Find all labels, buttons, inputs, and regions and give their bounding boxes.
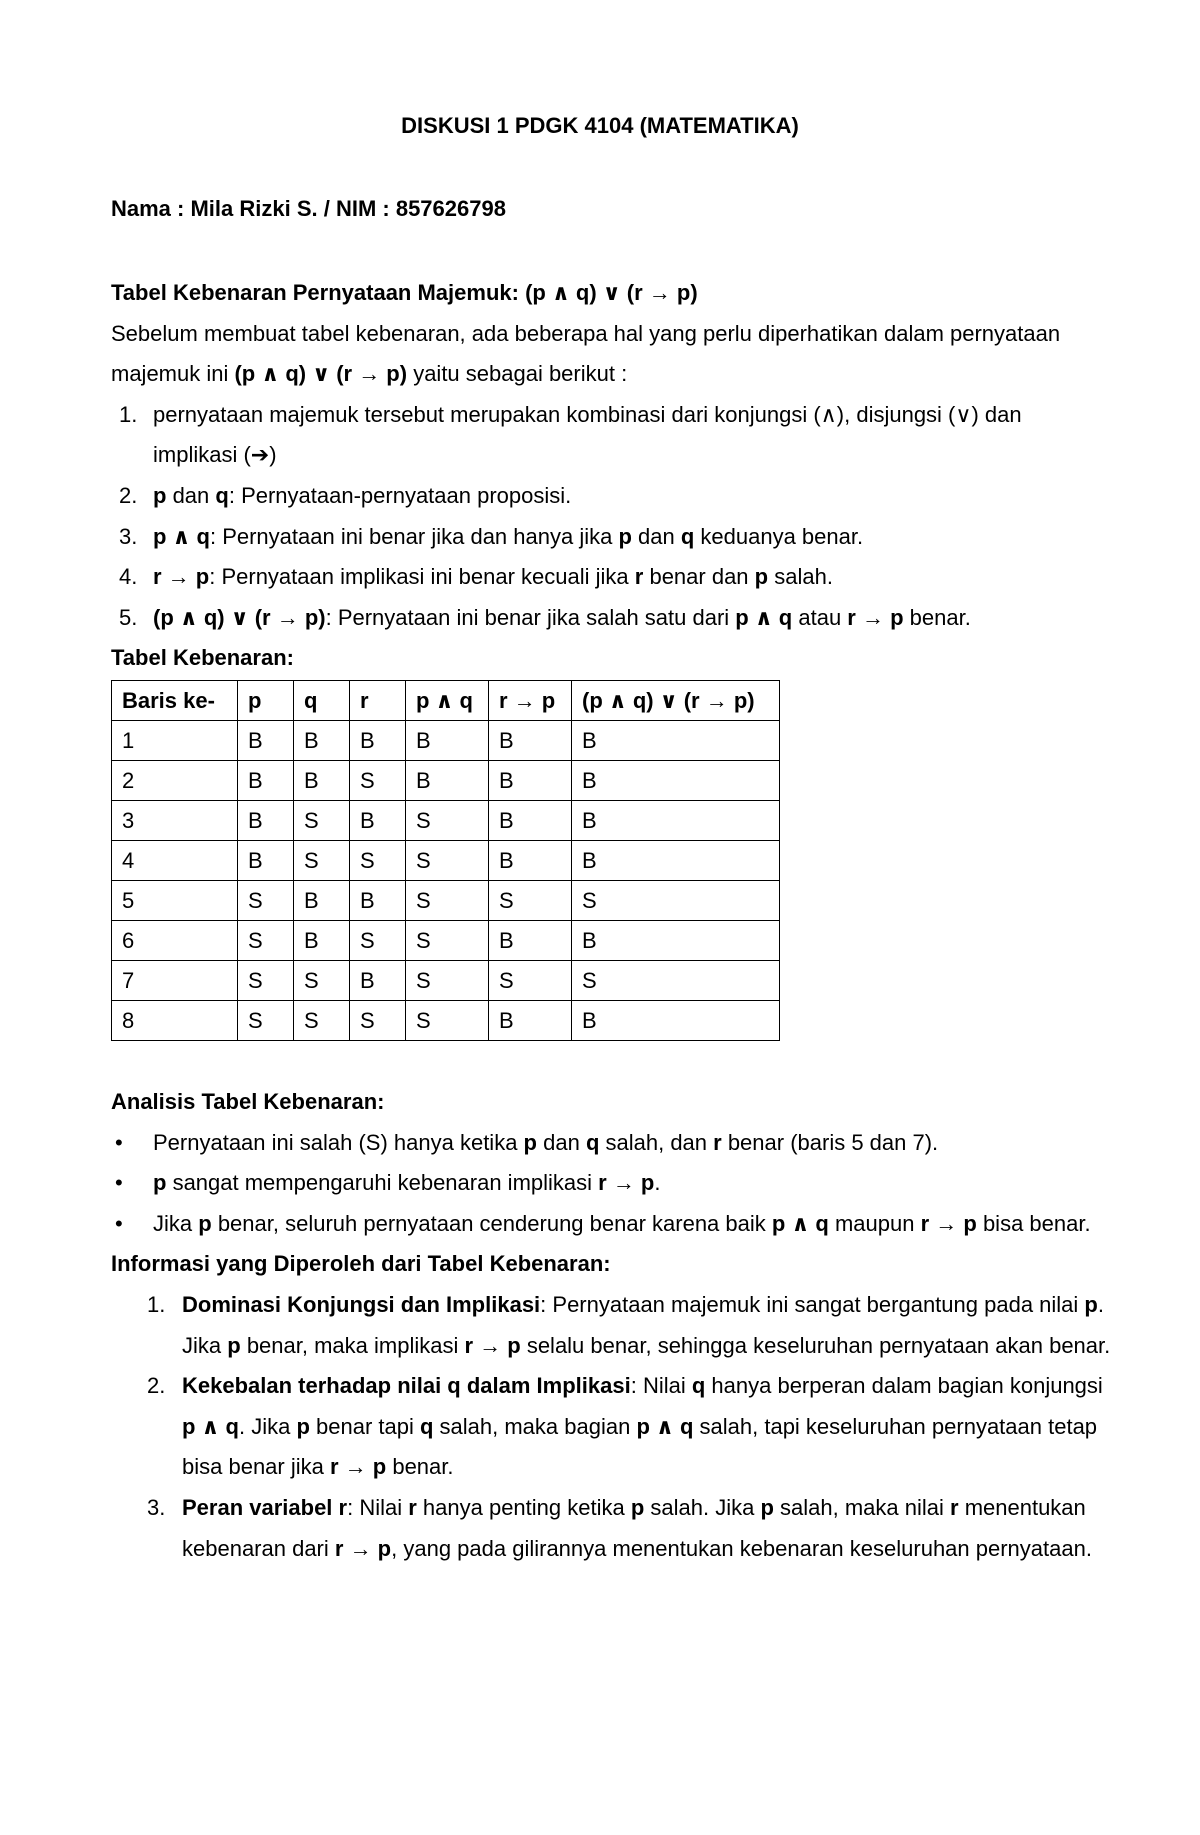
table-cell: B bbox=[489, 801, 572, 841]
table-cell: B bbox=[572, 921, 780, 961]
text-run: : Pernyataan ini benar jika dan hanya jika bbox=[209, 523, 619, 549]
bold-text: (p ∧ q) ∨ (r → p) bbox=[153, 604, 326, 630]
bold-text: r → p bbox=[464, 1332, 521, 1358]
table-cell: B bbox=[238, 841, 294, 881]
intro-formula: (p ∧ q) ∨ (r → p) bbox=[234, 361, 408, 387]
table-cell: B bbox=[572, 721, 780, 761]
text-run: benar. bbox=[903, 604, 971, 630]
bold-text: r → p bbox=[920, 1210, 977, 1236]
text-run: . bbox=[654, 1170, 661, 1196]
table-cell: S bbox=[294, 961, 350, 1001]
list-number: 2. bbox=[119, 482, 138, 508]
table-cell: B bbox=[406, 761, 489, 801]
table-cell: B bbox=[238, 761, 294, 801]
table-cell: S bbox=[406, 1001, 489, 1041]
table-cell: B bbox=[294, 881, 350, 921]
bold-text: p ∧ q bbox=[771, 1210, 829, 1236]
table-cell: S bbox=[238, 881, 294, 921]
text-run: : Pernyataan implikasi ini benar kecuali jika bbox=[209, 564, 635, 590]
list-item bbox=[111, 1285, 1111, 1366]
text-run: Pernyataan ini salah (S) hanya ketika bbox=[153, 1129, 524, 1155]
bold-text: p bbox=[1084, 1291, 1098, 1317]
table-cell: S bbox=[350, 761, 406, 801]
bold-text: p bbox=[760, 1494, 774, 1520]
table-cell: S bbox=[489, 961, 572, 1001]
text-run: : Pernyataan ini benar jika salah satu dari bbox=[325, 604, 736, 630]
text-run: salah, dan bbox=[599, 1129, 714, 1155]
table-heading: Tabel Kebenaran: bbox=[111, 645, 294, 671]
table-row bbox=[112, 761, 780, 801]
list-item bbox=[111, 598, 1111, 639]
list-item bbox=[111, 476, 1111, 517]
table-cell: S bbox=[238, 1001, 294, 1041]
text-run: , yang pada gilirannya menentukan kebenaran keseluruhan pernyataan. bbox=[391, 1535, 1092, 1561]
table-cell: S bbox=[406, 881, 489, 921]
table-cell: B bbox=[294, 921, 350, 961]
bullet-item bbox=[111, 1204, 1111, 1245]
analysis-section bbox=[111, 1082, 1111, 1569]
table-cell: S bbox=[294, 841, 350, 881]
text-run: dan bbox=[631, 523, 681, 549]
list-number: 1. bbox=[147, 1291, 166, 1317]
table-cell: S bbox=[238, 961, 294, 1001]
points-list bbox=[111, 395, 1111, 639]
text-run: benar (baris 5 dan 7). bbox=[721, 1129, 939, 1155]
text-run: bisa benar. bbox=[976, 1210, 1091, 1236]
table-row bbox=[112, 881, 780, 921]
table-cell: B bbox=[489, 1001, 572, 1041]
text-run: benar, maka implikasi bbox=[240, 1332, 465, 1358]
text-run: selalu benar, sehingga keseluruhan pernyataan akan benar. bbox=[520, 1332, 1111, 1358]
intro-paragraph bbox=[111, 314, 1111, 395]
table-row bbox=[112, 1001, 780, 1041]
bold-text: p ∧ q bbox=[153, 523, 210, 549]
info-heading: Informasi yang Diperoleh dari Tabel Kebenaran: bbox=[111, 1251, 611, 1277]
header-cell: Baris ke- bbox=[112, 681, 238, 721]
bold-text: p bbox=[523, 1129, 537, 1155]
table-cell: 5 bbox=[112, 881, 238, 921]
text-run: dan bbox=[166, 482, 216, 508]
text-run: sangat mempengaruhi kebenaran implikasi bbox=[166, 1170, 599, 1196]
table-cell: B bbox=[294, 721, 350, 761]
table-cell: 1 bbox=[112, 721, 238, 761]
intro-text-before: Sebelum membuat tabel kebenaran, ada beberapa hal yang perlu diperhatikan dalam pernyataan majemuk ini bbox=[111, 320, 1061, 387]
table-cell: B bbox=[350, 961, 406, 1001]
text-run: benar dan bbox=[643, 564, 755, 590]
header-cell: r → p bbox=[489, 681, 572, 721]
bold-text: p ∧ q bbox=[636, 1413, 694, 1439]
header-cell: p bbox=[238, 681, 294, 721]
bold-text: r bbox=[713, 1129, 722, 1155]
bold-text: p ∧ q bbox=[735, 604, 793, 630]
list-item bbox=[111, 395, 1111, 476]
bold-text: p bbox=[754, 564, 769, 590]
bold-text: p bbox=[296, 1413, 310, 1439]
table-cell: B bbox=[238, 721, 294, 761]
student-identity: Nama : Mila Rizki S. / NIM : 857626798 bbox=[111, 196, 506, 221]
bold-text: p bbox=[153, 482, 167, 508]
bold-text: p ∧ q bbox=[182, 1413, 239, 1439]
bullet-item bbox=[111, 1123, 1111, 1164]
text-run: salah. Jika bbox=[644, 1494, 761, 1520]
table-row bbox=[112, 721, 780, 761]
table-cell: 3 bbox=[112, 801, 238, 841]
text-run: salah, maka nilai bbox=[773, 1494, 951, 1520]
text-run: . Jika bbox=[182, 1291, 1104, 1358]
text-run: keduanya benar. bbox=[694, 523, 864, 549]
text-run: menentukan kebenaran dari bbox=[182, 1494, 1086, 1561]
table-row bbox=[112, 961, 780, 1001]
table-cell: B bbox=[489, 761, 572, 801]
table-cell: S bbox=[572, 881, 780, 921]
bold-text: p bbox=[630, 1494, 645, 1520]
analysis-list bbox=[111, 1123, 1111, 1245]
header-cell: q bbox=[294, 681, 350, 721]
header-cell: p ∧ q bbox=[406, 681, 489, 721]
bold-text: q bbox=[215, 482, 229, 508]
table-cell: 6 bbox=[112, 921, 238, 961]
truth-table-body bbox=[112, 721, 780, 1041]
bold-text: q bbox=[691, 1373, 706, 1399]
table-cell: S bbox=[406, 961, 489, 1001]
table-cell: B bbox=[406, 721, 489, 761]
text-run: : Nilai bbox=[630, 1373, 692, 1399]
text-run: : Pernyataan majemuk ini sangat bergantung pada nilai bbox=[540, 1291, 1085, 1317]
table-cell: B bbox=[572, 841, 780, 881]
table-row bbox=[112, 801, 780, 841]
text-run: maupun bbox=[828, 1210, 921, 1236]
bold-text: r bbox=[634, 564, 644, 590]
header-cell: r bbox=[350, 681, 406, 721]
text-run: salah, tapi keseluruhan pernyataan tetap bisa benar jika bbox=[182, 1413, 1098, 1480]
bold-text: r → p bbox=[598, 1170, 655, 1196]
table-cell: 2 bbox=[112, 761, 238, 801]
bold-text: p bbox=[227, 1332, 241, 1358]
bold-text: p bbox=[198, 1210, 212, 1236]
list-item bbox=[111, 517, 1111, 558]
text-run: benar tapi bbox=[309, 1413, 420, 1439]
table-cell: B bbox=[294, 761, 350, 801]
table-cell: 4 bbox=[112, 841, 238, 881]
text-run: pernyataan majemuk tersebut merupakan kombinasi dari konjungsi (∧), disjungsi (∨) dan implikasi (➔) bbox=[153, 401, 1022, 468]
intro-section bbox=[111, 273, 1111, 679]
bold-text: Peran variabel r bbox=[182, 1494, 348, 1520]
text-run: dan bbox=[537, 1129, 586, 1155]
section-heading: Tabel Kebenaran Pernyataan Majemuk: (p ∧ q) ∨ (r → p) bbox=[111, 280, 698, 305]
table-cell: B bbox=[489, 841, 572, 881]
table-cell: S bbox=[238, 921, 294, 961]
truth-table bbox=[111, 680, 780, 1041]
bold-text: r → p bbox=[153, 564, 210, 590]
table-cell: S bbox=[489, 881, 572, 921]
table-cell: S bbox=[350, 921, 406, 961]
list-number: 2. bbox=[147, 1373, 166, 1399]
bold-text: r → p bbox=[847, 604, 904, 630]
bold-text: q bbox=[680, 523, 695, 549]
table-cell: S bbox=[572, 961, 780, 1001]
table-cell: B bbox=[572, 1001, 780, 1041]
text-run: salah, maka bagian bbox=[433, 1413, 637, 1439]
table-cell: B bbox=[238, 801, 294, 841]
table-cell: B bbox=[350, 881, 406, 921]
bold-text: r bbox=[408, 1494, 417, 1520]
list-item bbox=[111, 1488, 1111, 1569]
bold-text: r → p bbox=[334, 1535, 392, 1561]
text-run: hanya berperan dalam bagian konjungsi bbox=[705, 1373, 1103, 1399]
table-cell: B bbox=[572, 801, 780, 841]
list-number: 1. bbox=[119, 401, 138, 427]
bold-text: r bbox=[950, 1494, 959, 1520]
table-cell: S bbox=[350, 841, 406, 881]
bullet-icon: • bbox=[115, 1170, 123, 1196]
list-number: 3. bbox=[147, 1494, 166, 1520]
bold-text: Dominasi Konjungsi dan Implikasi bbox=[182, 1291, 541, 1317]
table-cell: S bbox=[406, 921, 489, 961]
document-title: DISKUSI 1 PDGK 4104 (MATEMATIKA) bbox=[401, 113, 799, 138]
text-run: Jika bbox=[153, 1210, 199, 1236]
table-cell: B bbox=[489, 721, 572, 761]
table-cell: S bbox=[406, 841, 489, 881]
bold-text: r → p bbox=[329, 1454, 387, 1480]
list-number: 5. bbox=[119, 604, 138, 630]
text-run: benar, seluruh pernyataan cenderung benar karena baik bbox=[211, 1210, 772, 1236]
table-cell: 7 bbox=[112, 961, 238, 1001]
bold-text: Kekebalan terhadap nilai q dalam Implikasi bbox=[182, 1373, 631, 1399]
list-item bbox=[111, 1366, 1111, 1488]
list-number: 4. bbox=[119, 564, 138, 590]
intro-text-after: yaitu sebagai berikut : bbox=[407, 361, 628, 387]
table-cell: B bbox=[572, 761, 780, 801]
bold-text: p bbox=[618, 523, 632, 549]
table-cell: B bbox=[350, 721, 406, 761]
table-cell: S bbox=[294, 1001, 350, 1041]
info-list bbox=[111, 1285, 1111, 1569]
table-cell: 8 bbox=[112, 1001, 238, 1041]
analysis-heading: Analisis Tabel Kebenaran: bbox=[111, 1089, 385, 1114]
table-row bbox=[112, 921, 780, 961]
bold-text: q bbox=[585, 1129, 600, 1155]
text-run: : Pernyataan-pernyataan proposisi. bbox=[228, 482, 572, 508]
bullet-icon: • bbox=[115, 1129, 123, 1155]
table-row bbox=[112, 841, 780, 881]
text-run: . Jika bbox=[238, 1413, 297, 1439]
text-run: hanya penting ketika bbox=[416, 1494, 631, 1520]
table-header-row bbox=[112, 681, 780, 721]
text-run: : Nilai bbox=[347, 1494, 409, 1520]
bullet-item bbox=[111, 1163, 1111, 1204]
text-run: atau bbox=[792, 604, 848, 630]
table-cell: S bbox=[294, 801, 350, 841]
list-number: 3. bbox=[119, 523, 138, 549]
table-cell: S bbox=[406, 801, 489, 841]
text-run: benar. bbox=[386, 1454, 454, 1480]
bold-text: p bbox=[153, 1170, 167, 1196]
table-cell: S bbox=[350, 1001, 406, 1041]
table-cell: B bbox=[350, 801, 406, 841]
bullet-icon: • bbox=[115, 1210, 123, 1236]
header-cell: (p ∧ q) ∨ (r → p) bbox=[572, 681, 780, 721]
list-item bbox=[111, 557, 1111, 598]
table-cell: B bbox=[489, 921, 572, 961]
text-run: salah. bbox=[768, 564, 833, 590]
bold-text: q bbox=[419, 1413, 434, 1439]
